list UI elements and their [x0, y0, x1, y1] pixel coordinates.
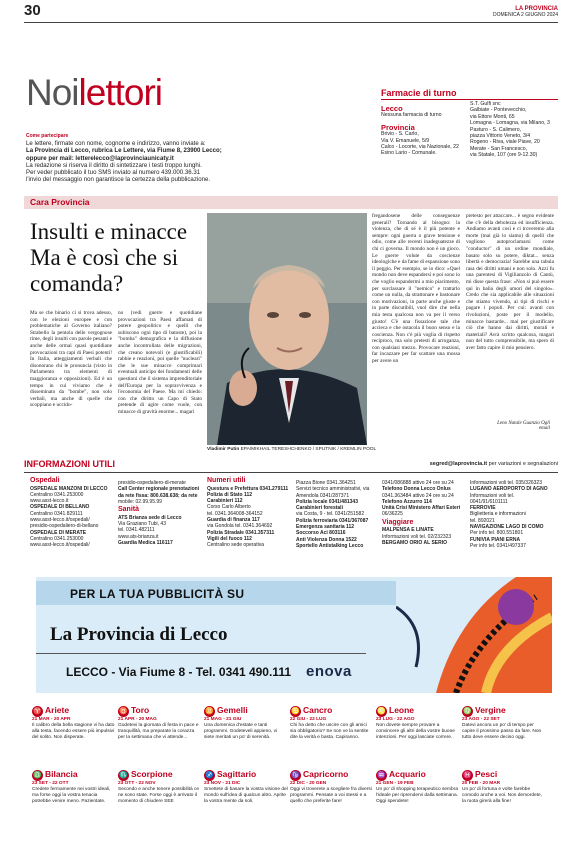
zodiac-text: Godetevi la giornata di festa in pace e tranquillità, ma preparate la corazza per la settimana che vi attende... — [118, 723, 199, 740]
info-item: mobile: 02.99.95.99 — [118, 498, 162, 505]
ad-logo: La Provincia di Lecco — [50, 624, 228, 645]
horoscope-sign — [204, 770, 288, 805]
zodiac-name: Capricorno — [303, 769, 349, 779]
info-item: www.ats-brianza.it — [118, 533, 159, 540]
farmacia-item: piazza Vittorio Veneto, 3/4 — [470, 133, 531, 140]
info-item: ATS Brianza sede di Lecco — [118, 514, 182, 521]
info-item: Amendola 0341/287371 — [296, 492, 350, 499]
contact-label: Come partecipare — [26, 133, 69, 139]
caption-credit: EPA/MIKHAIL TERESHCHENKO / SPUTNIK / KREMLIN POOL — [240, 447, 377, 452]
info-item: BERGAMO ORIO AL SERIO — [382, 539, 448, 546]
info-item: Carabinieri 112 — [207, 498, 243, 505]
horoscope-sign — [376, 770, 460, 805]
zodiac-date: 22 DIC - 20 GEN — [290, 781, 327, 786]
farmacia-item: Rogeno - Riva, viale Piave, 20 — [470, 139, 540, 146]
info-mail — [430, 461, 558, 467]
zodiac-date: 21 MAG - 21 GIU — [204, 717, 242, 722]
info-col-6 — [470, 480, 560, 549]
info-mail-text: per variazioni e segnalazioni — [487, 461, 558, 467]
info-item: OSPEDALE DI BELLANO — [30, 504, 90, 511]
zodiac-icon: ♎ — [33, 772, 42, 779]
lettori-word: lettori — [78, 72, 163, 113]
info-item: Questura e Prefettura 0341.279111 — [207, 485, 289, 492]
farmacie-col-1 — [381, 104, 476, 157]
ad-headline: PER LA TUA PUBBLICITÀ SU — [70, 587, 245, 601]
info-item: Per info tel. 0341/497337 — [470, 542, 526, 549]
info-item: www.asst-lecco.it — [30, 498, 69, 505]
ad-address: LECCO - Via Fiume 8 - Tel. 0341 490.111 — [66, 665, 291, 679]
zodiac-date: 21 MAR - 20 APR — [32, 717, 71, 722]
numeri-head: Numeri utili — [207, 477, 246, 484]
farmacie-title: Farmacie di turno — [381, 88, 457, 98]
info-item: Polizia locale 0341/481343 — [296, 498, 358, 505]
info-item: 0041/91/6101111 — [470, 498, 508, 505]
zodiac-date: 23 NOV - 21 DIC — [204, 781, 241, 786]
zodiac-icon: ♌ — [377, 708, 386, 715]
zodiac-icon: ♑ — [291, 772, 300, 779]
ospedali-head: Ospedali — [30, 477, 60, 484]
zodiac-icon: ♊ — [205, 708, 214, 715]
zodiac-name: Toro — [131, 705, 150, 715]
info-item: 0341/086888 attivo 24 ore su 24 — [382, 480, 454, 486]
zodiac-name: Acquario — [389, 769, 426, 779]
info-col-3 — [207, 476, 295, 548]
zodiac-icon: ♋ — [291, 708, 300, 715]
info-item: Guardia Medica 116117 — [118, 539, 173, 546]
zodiac-name: Vergine — [475, 705, 506, 715]
info-item: Corso Carlo Alberto — [207, 504, 251, 511]
farmacia-item: S.T. Gulfi snc — [470, 101, 501, 107]
article-photo — [207, 213, 367, 445]
info-item: Informazioni voli tel. — [470, 492, 515, 499]
zodiac-icon: ♏ — [119, 772, 128, 779]
zodiac-icon: ♍ — [463, 708, 472, 715]
info-item: FERROVIE — [470, 505, 496, 512]
horoscope-sign — [290, 706, 374, 741]
info-item: MALPENSA E LINATE — [382, 527, 434, 534]
farmacie-provincia-head: Provincia — [381, 122, 415, 132]
article-col-4: pretesto per attaccare... è segno evidente che c'è della debolezza ed insufficienza. Andiamo avanti così e ci troveremo alla morte (mai già lo siamo) di quelli che vogliono autoproclamarsi come "conductor" di un ordine mondiale, basato solo su potere, diktat... senza libertà e democrazia! Sarebbe una tabula rasa dei diritti umani e non solo. Azzi fu una parentesi di Vigilianzolo di Cantù, mi disse questa frase: «Non si può essere qui in balia degli umori del singolo». Credo che sia applicabile alle situazioni che stiamo vivendo, ai tipi di rischi e pagare i popoli. Per cui: avanti con rivoluzioni, poste per il modello, minacce bastarde... mai per giustificare ciò che hanno dai diritti, morali e materiali? Avrà scritto qualcosa, magari non del tutto comprensibile, ma spero di aver fatto capire il mio pensiero. — [466, 213, 554, 351]
zodiac-icon: ♉ — [119, 708, 128, 715]
info-item: Centralino 0341.253000 — [30, 491, 84, 498]
zodiac-text: Un po' di fortuna e volte farebbe comodo anche a voi. Non demordete, la ruota girerà alla fine! — [462, 787, 542, 804]
info-item: Soccorso Aci 803116 — [296, 530, 346, 537]
info-item: Polizia ferroviaria 0341/367087 — [296, 517, 369, 524]
farmacie-col-2 — [470, 101, 565, 159]
zodiac-date: 21 GEN - 19 FEB — [376, 781, 414, 786]
info-item: Polizia Stradale 0341.357311 — [207, 529, 275, 536]
zodiac-date: 23 OTT - 22 NOV — [118, 781, 156, 786]
info-item: www.asst-lecco.it/ospedali/ — [30, 542, 90, 549]
farmacia-item: via Ettore Monti, 65 — [470, 113, 515, 120]
zodiac-date: 22 GIU - 22 LUG — [290, 717, 327, 722]
article-col-2: no (vedi guerre e quotidiane provocazioni tra Paesi affamati di potere geopolitico e quelli che subiscono ogni tipo di batoste), poi la "bomba" demografica e la diffusione anche incontrollata delle migrazioni, che creano notevoli (e giustificabili) rabbie e reazioni, poi quelle "nucleari" che le sue minacce comprimari eventuali anticipo dei fondamenti delle questioni che il sistema imprenditoriale dell'Europa per la sopravvivenza e l'economia del Paese. Ma mi chiedo: con che diritto un Capo di Stato pretende di agire come vuole, con minacce di gravità enorme... magari — [118, 310, 202, 415]
info-item: Call Center regionale prenotazioni — [118, 486, 200, 493]
farmacia-item: via Statale, 107 (ore 9-12.30) — [470, 152, 538, 159]
masthead — [493, 6, 558, 18]
zodiac-icon: ♈ — [33, 708, 42, 715]
zodiac-date: 21 APR - 20 MAG — [118, 717, 157, 722]
photo-caption — [207, 447, 377, 452]
zodiac-icon: ♓ — [463, 772, 472, 779]
zodiac-date: 23 SET - 22 OTT — [32, 781, 69, 786]
zodiac-text: Credete fermamente nei vostri ideali, ma forse oggi la vostra tenacia potrebbe venire meno. Pazientate. — [32, 787, 111, 804]
masthead-name: LA PROVINCIA — [515, 6, 558, 12]
info-item: Centralino 0341.829111 — [30, 510, 83, 517]
zodiac-name: Cancro — [303, 705, 333, 715]
section-logo — [26, 72, 162, 114]
info-item: tel. 892021 — [470, 517, 495, 524]
info-col-1 — [30, 476, 118, 548]
zodiac-text: Secondo e anche tenere possibilità ce ne sono state. Forse oggi è arrivato il momento di chiudere SEE — [118, 787, 200, 804]
info-item: Centralino sede operativa — [207, 542, 264, 549]
horoscope-sign — [32, 770, 116, 805]
ad-brand: enova — [306, 663, 352, 680]
farmacia-item: Calco - Locorte, via Nazionale, 22 — [381, 144, 459, 151]
info-item: Sportello Antistalking Lecco — [296, 542, 364, 549]
contact-line: l'invio del messaggio non garantisce la certezza della pubblicazione. — [26, 176, 211, 184]
zodiac-text: Il calibro della bella stagione vi ha dato alla testa, facendo essere più impulsivi del solito. Non disperate. — [32, 723, 115, 740]
zodiac-date: 23 LUG - 22 AGO — [376, 717, 415, 722]
horoscope-sign — [462, 770, 546, 805]
horoscope-sign — [462, 706, 546, 741]
page-number: 30 — [24, 2, 41, 19]
info-item: da rete fissa: 800.638.638; da rete — [118, 492, 198, 499]
farmacia-item: Via V. Emanuele, 5/9 — [381, 137, 430, 144]
masthead-date: DOMENICA 2 GIUGNO 2024 — [492, 12, 558, 18]
zodiac-name: Pesci — [475, 769, 498, 779]
viaggiare-head: Viaggiare — [382, 518, 414, 526]
signature-email: email — [538, 426, 550, 431]
zodiac-text: Oggi vi troverete a scegliere fra diversi programmi. Pensate a voi stessi e a quello che preferite fare! — [290, 787, 372, 804]
info-item: Centralino 0341.253000 — [30, 535, 84, 542]
zodiac-text: Chi ha detto che uscire con gli amici sia obbligatorio? Se non ve la sentite dite la verità e basta. Capiranno. — [290, 723, 369, 740]
info-item: presidio-ospedaliero-di-bellano — [30, 523, 99, 530]
info-item: Polizia di Stato 112 — [207, 491, 253, 498]
farmacia-item: Pasturo - S. Calimero, — [470, 126, 522, 133]
info-item: Telefono Donna Lecco Onlus — [382, 486, 451, 493]
contact-line: Per veder pubblicato il tuo SMS inviato al numero 439.000.36.31 — [26, 169, 201, 177]
horoscope-sign — [376, 706, 460, 741]
info-item: Informazioni voli tel. 02/232323 — [382, 533, 452, 540]
info-title: INFORMAZIONI UTILI — [24, 459, 115, 469]
info-item: Biglietteria e informazioni — [470, 511, 526, 518]
info-item: Per info tel. 800.551801 — [470, 530, 524, 537]
info-col-4 — [296, 480, 378, 549]
farmacia-item: Galbiate - Pontevecchio, — [470, 107, 527, 114]
info-item: Anti Violenza Donna 1522 — [296, 536, 357, 543]
info-item: tel. 0341.364008-364152 — [207, 510, 263, 517]
info-item: Carabinieri forestali — [296, 505, 343, 512]
ad-decoration-image — [396, 577, 552, 693]
info-item: 0341.363484 attivo 24 ore su 24 — [382, 492, 454, 499]
zodiac-name: Scorpione — [131, 769, 173, 779]
info-item: tel. 0341.482111 — [118, 527, 155, 534]
zodiac-name: Sagittario — [217, 769, 257, 779]
info-mail-address[interactable]: segred@laprovincia.it — [429, 461, 488, 467]
info-col-2 — [118, 480, 206, 546]
info-item: Vigili del fuoco 112 — [207, 535, 252, 542]
farmacie-lecco-text: Nessuna farmacia di turno — [381, 112, 442, 119]
farmacia-item: Lomagna - Lomagna, via Milano, 3 — [470, 120, 550, 127]
top-rule — [24, 22, 558, 23]
zodiac-name: Gemelli — [217, 705, 248, 715]
zodiac-name: Ariete — [45, 705, 70, 715]
farmacia-item: Esino Lario - Comunale. — [381, 150, 437, 157]
farmacia-item: Merate - San Francesco, — [470, 145, 528, 152]
info-item: Via Graziano Tubi, 43 — [118, 520, 166, 527]
putin-portrait-image — [207, 213, 367, 445]
noi-word: Noi — [26, 72, 79, 113]
info-item: 06/36225 — [382, 511, 403, 518]
horoscope-sign — [118, 706, 202, 741]
zodiac-text: Una domenica d'estate e tanti programmi. Godeteveli appieno, vi siete meritati un po' di serenità. — [204, 723, 278, 740]
article-signature — [440, 421, 550, 431]
info-item: Emergenza sanitaria 112 — [296, 524, 355, 531]
ad-rule — [36, 653, 366, 654]
contact-line: oppure per mail: letterelecco@laprovinciaunicaty.it — [26, 154, 174, 162]
zodiac-name: Leone — [389, 705, 415, 715]
contact-line: La redazione si riserva il diritto di sintetizzare i testi troppo lunghi. — [26, 161, 202, 169]
article-headline: Insulti e minacce Ma è così che si comanda? — [30, 219, 188, 296]
info-col-5 — [382, 480, 470, 546]
info-item: FUNIVIA PIANI ERNA — [470, 536, 521, 543]
article-col-3: fregandosene delle conseguenze generali? Tornando al bisogno: la violenza, che di sé è il più potente e sempre: ogni guerra o grave tensione e odio, come alle recenti inadeguatezze di chi ci governa. Il mondo non è un gioco. Le guerre volute da coscienze ideologiche e da fame di espansione sono il peggio. Per esempio, se io dico: «Quel mondo non deve espandersi e poi sono io che voglio espandermi a mio piacimento, per surclassare il "nemico" e trattarlo come un nulla, da strattonare e bastonare con motivazioni, in parte anche giuste e in parte discutibili, vuol dire che nella mia testa qualcosa non va per il verso giusto! C'è una fissazione tale che accieca e che ostacola il buon senso e la coscienza. Non c'è più voglia di rispetto reciproco, ma solo pretesti di arroganza, con qualsiasi mezzo. Provocare reazioni, far incazzare per far scattare una mossa per avere un — [372, 213, 460, 365]
zodiac-date: 20 FEB - 20 MAR — [462, 781, 501, 786]
advertisement — [36, 577, 552, 693]
zodiac-text: Non dovete sempre provare a convincere gli altri della vostre buone intenzioni. Per oggi lasciate correre. — [376, 723, 455, 740]
info-item: NAVIGAZIONE LAGO DI COMO — [470, 524, 544, 531]
info-item: presidio-ospedaliero-di-merate — [118, 480, 186, 486]
zodiac-text: Un po' di shopping terapeutico sembra l'ideale per riprendervi dalla settimana. Oggi spendete! — [376, 787, 458, 804]
sanita-head: Sanità — [118, 506, 140, 514]
contact-info — [26, 140, 286, 184]
farmacie-lecco-head: Lecco — [381, 104, 403, 113]
info-item: OSPEDALE DI MERATE — [30, 529, 87, 536]
info-item: Unità Crisi Ministero Affari Esteri — [382, 505, 461, 512]
info-item: via Costa, 9 - tel. 0341/251582 — [296, 511, 365, 518]
horoscope-sign — [32, 706, 116, 741]
zodiac-date: 23 AGO - 22 SET — [462, 717, 500, 722]
info-item: Telefono Azzurro 114 — [382, 498, 432, 505]
zodiac-name: Bilancia — [45, 769, 78, 779]
info-item: www.asst-lecco.it/ospedali/ — [30, 516, 90, 523]
zodiac-text: Smettete di basare la vostra visione del mondo sull'idea di qualcun altro. Aprite la vostra mente da soli. — [204, 787, 288, 804]
contact-line: Le lettere, firmate con nome, cognome e indirizzo, vanno inviate a: — [26, 140, 206, 147]
zodiac-text: Datevi ancora un po' di tempo per capire il prossimo passo da fare. Non tutto deve essere deciso oggi. — [462, 723, 542, 740]
horoscope-sign — [118, 770, 202, 805]
info-item: OSPEDALE MANZONI DI LECCO — [30, 485, 108, 492]
zodiac-icon: ♐ — [205, 772, 214, 779]
farmacia-item: Brivio - S. Carlo, — [381, 131, 419, 138]
section-title: Cara Provincia — [30, 197, 90, 207]
info-item: Informazioni voli tel. 035/326323 — [470, 480, 542, 486]
info-item: via Gondola tel. 0341.364692 — [207, 523, 273, 530]
horoscope-sign — [204, 706, 288, 741]
signature-name: Leno Natale Guanzio Ogli — [497, 421, 550, 426]
farmacie-rule — [381, 99, 558, 100]
contact-line: La Provincia di Lecco, rubrica Le Lettere, via Fiume 8, 23900 Lecco; — [26, 147, 222, 155]
horoscope-sign — [290, 770, 374, 805]
info-item: Guardia di finanza 117 — [207, 516, 260, 523]
zodiac-icon: ♒ — [377, 772, 386, 779]
info-item: LUGANO AEROPORTO DI AGNO — [470, 486, 548, 493]
info-item: Servizi tecnico amministrativi, via — [296, 486, 370, 493]
caption-name: Vladimir Putin — [207, 447, 240, 452]
info-rule — [24, 472, 558, 473]
info-item: Piazza Bione 0341.364251 — [296, 480, 356, 486]
article-col-1: Ma se che binario ci si trova adesso, con le elezioni europee e con problematiche al Governo italiano? Strabello la pentola delle vergognose rime, degli insulti con parole pesanti e anche delle ormai quasi quotidiane provocazioni tra capi di Paesi potenti! In Italia, atteggiamenti verbali che disonorano chi le pronuncia (visto in Parlamento tra elementi di maggioranza e opposizioni). Ed è un tempo in cui viviamo che è disseminato da "bombe", non solo verbali, ma anche di quelle che scoppiano e uccido- — [30, 310, 112, 409]
section-bar — [24, 196, 558, 209]
